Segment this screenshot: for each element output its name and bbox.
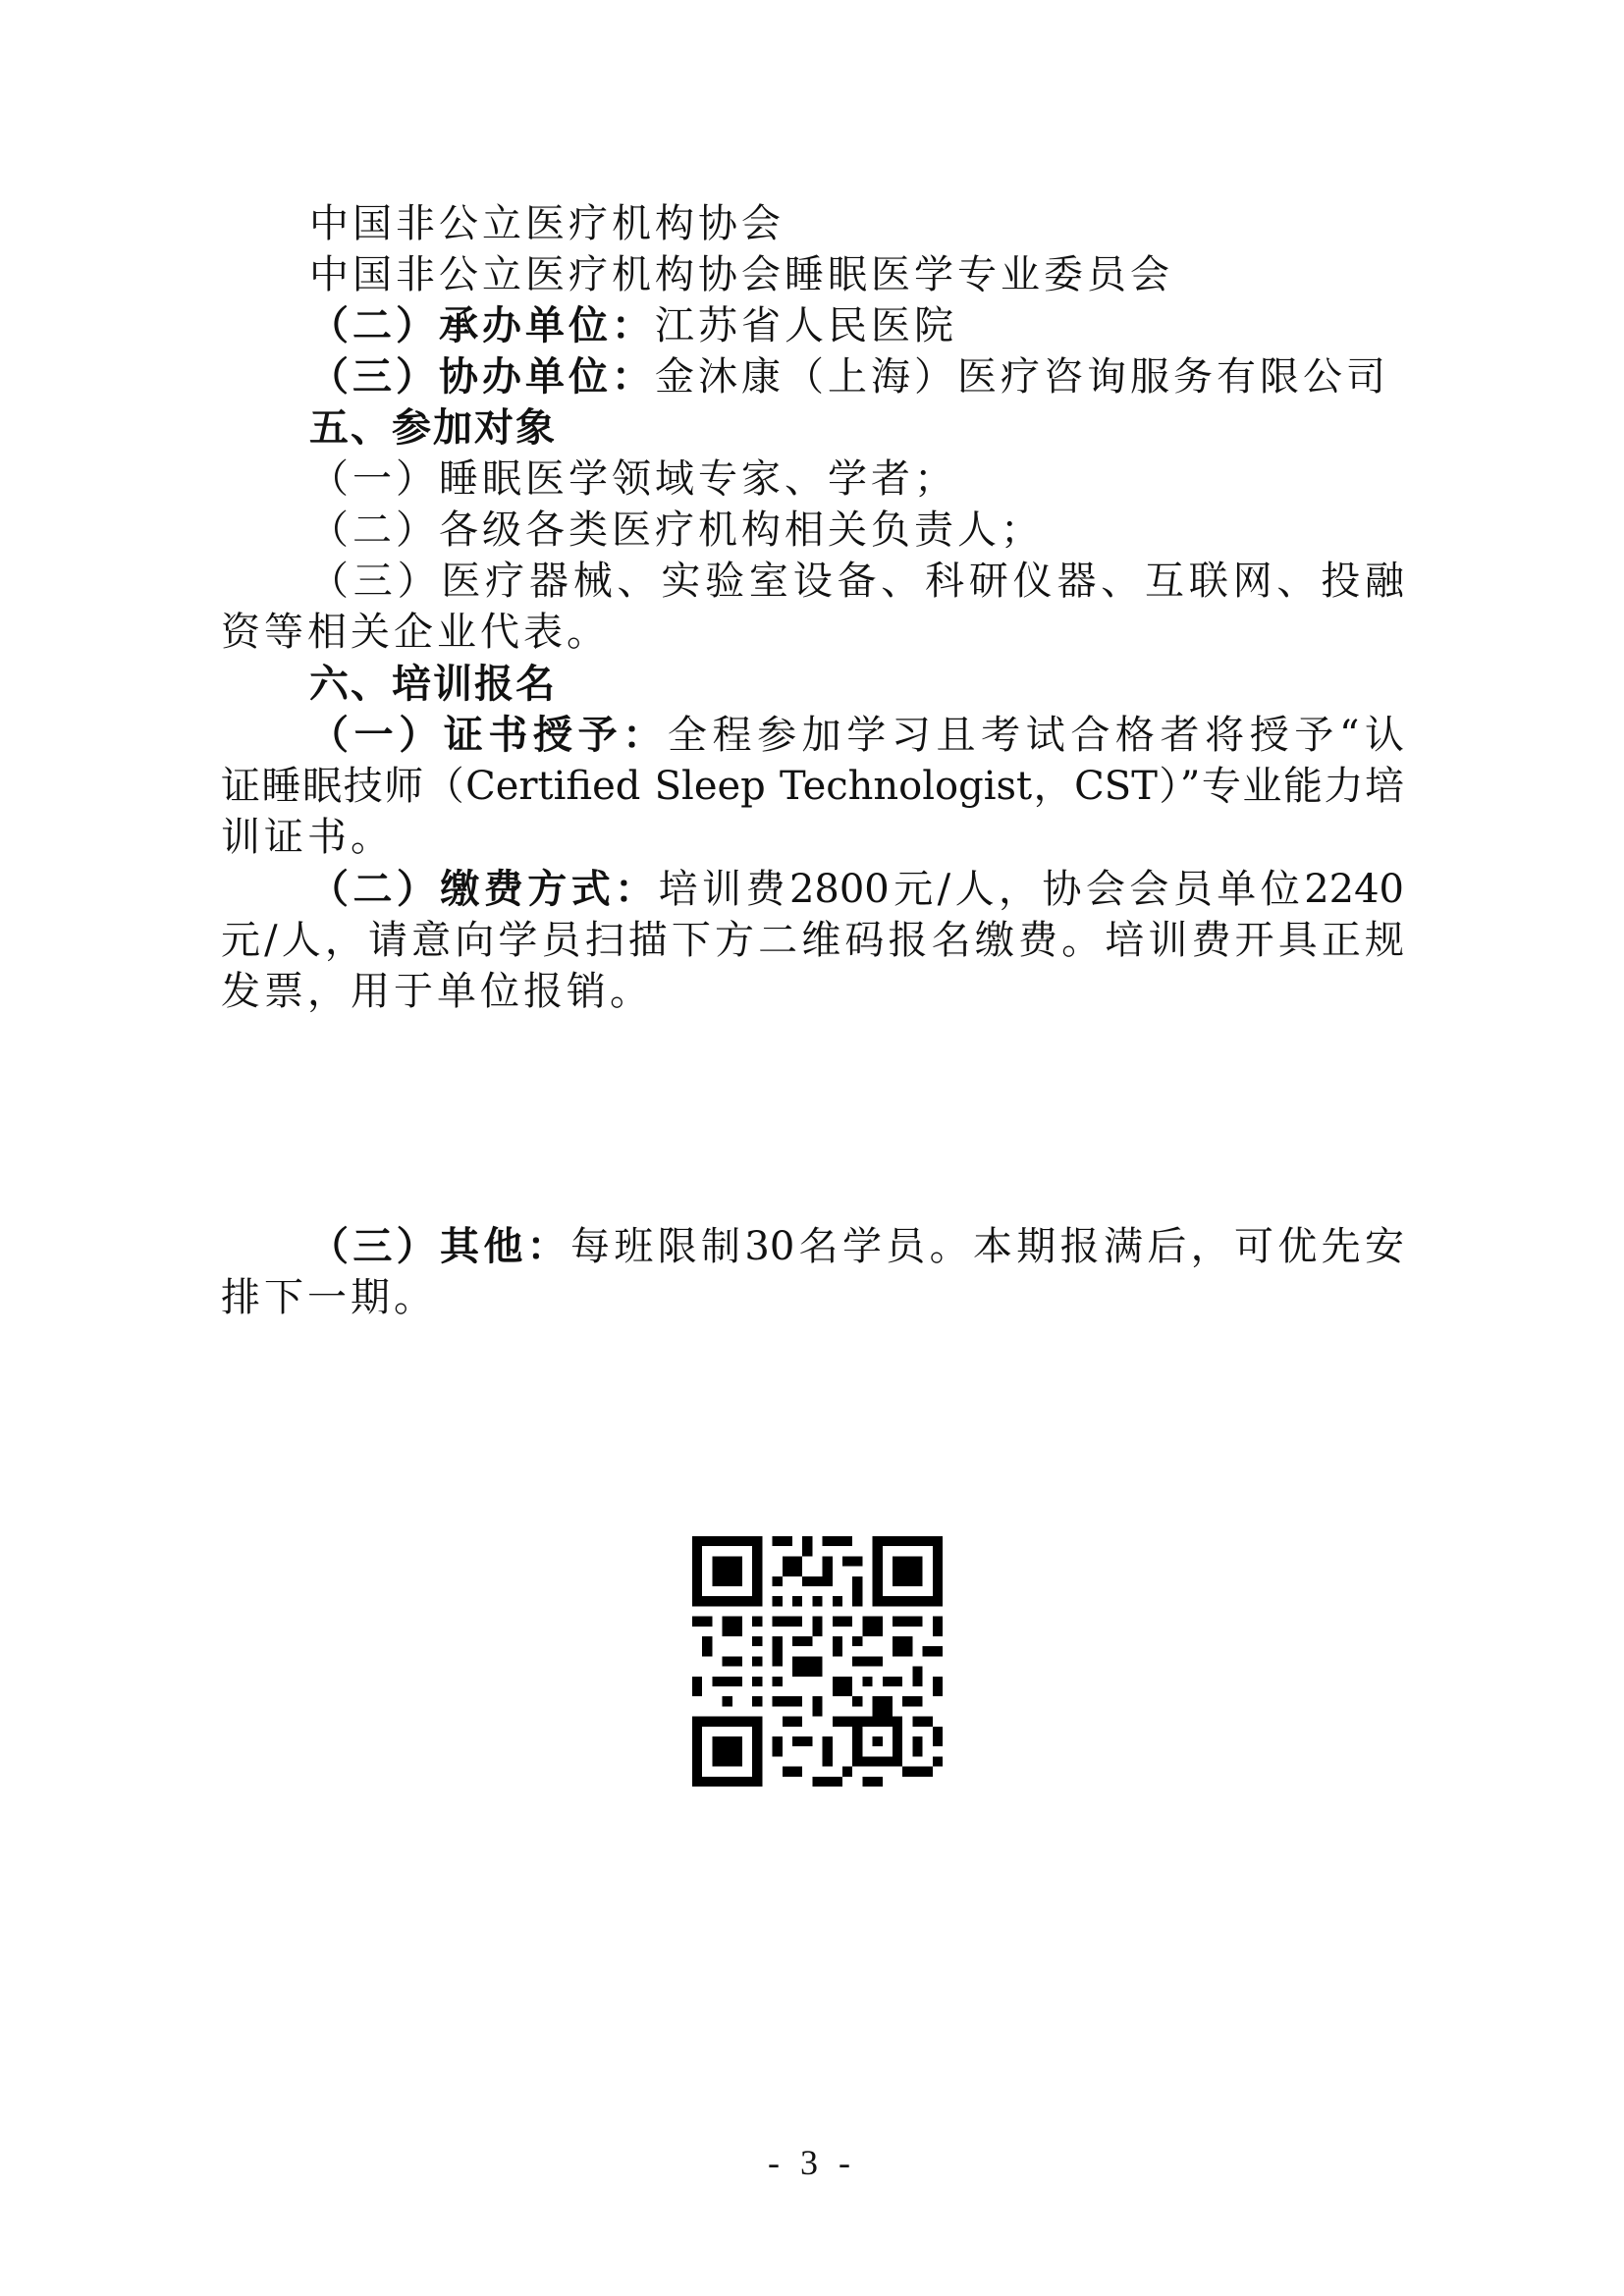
- host-unit-label: （二）承办单位：: [309, 302, 655, 348]
- qr-code-icon[interactable]: [692, 1536, 943, 1787]
- other-label: （三）其他：: [309, 1223, 571, 1269]
- organizer-line-2: 中国非公立医疗机构协会睡眠医学专业委员会: [309, 252, 1173, 297]
- host-unit-line: [309, 296, 1404, 355]
- page-number: - 3 -: [768, 2143, 856, 2182]
- other-line-1: [309, 1217, 1404, 1276]
- participant-item-1: （一）睡眠医学领域专家、学者；: [309, 456, 957, 502]
- fee-label: （二）缴费方式：: [309, 866, 659, 912]
- organizer-line-1: 中国非公立医疗机构协会: [309, 201, 785, 246]
- fee-line-1: [309, 860, 1404, 919]
- co-host-value: 金沐康（上海）医疗咨询服务有限公司: [655, 354, 1389, 400]
- other-text-1: 每班限制30名学员。本期报满后，可优先安: [570, 1224, 1404, 1269]
- certificate-line-1: [309, 706, 1404, 765]
- other-line-2: 排下一期。: [221, 1275, 437, 1320]
- certificate-text-1: 全程参加学习且考试合格者将授予“认: [667, 713, 1405, 758]
- co-host-line: [309, 347, 1404, 406]
- fee-line-2: 元/人，请意向学员扫描下方二维码报名缴费。培训费开具正规: [221, 918, 1404, 963]
- fee-line-3: 发票，用于单位报销。: [221, 969, 653, 1014]
- section-5-heading: 五、参加对象: [309, 405, 557, 451]
- participant-item-3-line-1: （三）医疗器械、实验室设备、科研仪器、互联网、投融: [309, 559, 1404, 604]
- host-unit-value: 江苏省人民医院: [655, 303, 957, 348]
- participant-item-3-line-2: 资等相关企业代表。: [221, 610, 610, 655]
- fee-text-1: 培训费2800元/人，协会会员单位2240: [658, 867, 1404, 912]
- participant-item-2: （二）各级各类医疗机构相关负责人；: [309, 507, 1044, 553]
- certificate-line-3: 训证书。: [221, 815, 394, 860]
- certificate-line-2: 证睡眠技师（Certified Sleep Technologist，CST）”专业能力培: [221, 764, 1404, 809]
- certificate-label: （一）证书授予：: [309, 712, 668, 758]
- section-6-heading: 六、培训报名: [309, 662, 557, 707]
- co-host-label: （三）协办单位：: [309, 353, 655, 400]
